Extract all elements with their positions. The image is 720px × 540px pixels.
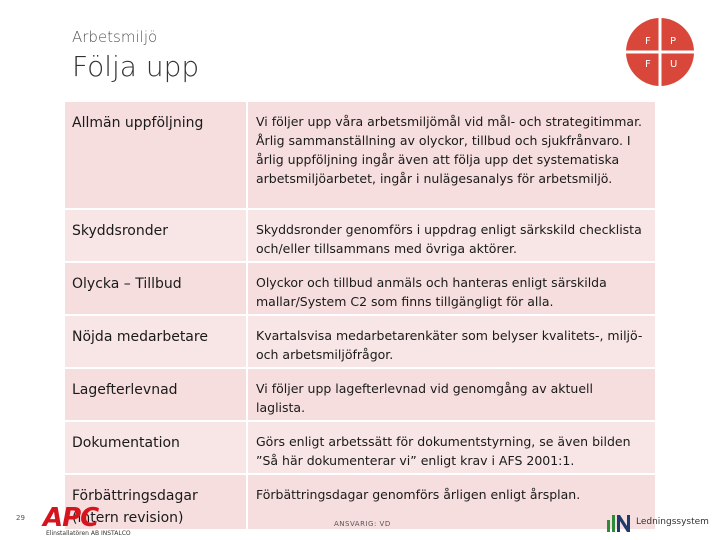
table-row [65,421,655,474]
pdca-cycle-icon [626,18,694,86]
row-label: Dokumentation [65,421,247,474]
responsible-label: ANSVARIG: VD [334,520,391,528]
page-title: Följa upp [72,50,200,83]
pdca-letter-p: P [670,36,677,47]
row-description: Vi följer upp våra arbetsmiljömål vid mål- och strategitimmar. Årlig sammanställning av olyckor, tillbud och sjukfrånvaro. I årlig uppföljning ingår även att följa upp det systematiska arbetsmiljöarbetet, ingår i nulägesanalys för arbetsmiljö. [247,102,655,209]
row-description: Olyckor och tillbud anmäls och hanteras enligt särskilda mallar/System C2 som finns tillgängligt för alla. [247,262,655,315]
section-subtitle: Arbetsmiljö [72,28,158,46]
table-row [65,315,655,368]
table-row [65,102,655,209]
page-number: 29 [16,514,25,522]
apc-logo-subtitle: Elinstallatören AB INSTALCO [46,530,131,537]
row-label: Olycka – Tillbud [65,262,247,315]
row-label: Förbättringsdagar (intern revision) [65,474,247,530]
follow-up-table [65,102,655,531]
pdca-letter-f-top: F [645,36,651,47]
pdca-circle-graphic [626,18,694,86]
ledningssystem-logo-text: Ledningssystem [636,517,709,527]
row-description: Görs enligt arbetssätt för dokumentstyrning, se även bilden ”Så här dokumenterar vi” enligt krav i AFS 2001:1. [247,421,655,474]
ledningssystem-logo-icon [607,512,631,532]
pdca-letter-u: U [670,59,678,70]
row-description: Skyddsronder genomförs i uppdrag enligt särkskild checklista och/eller tillsammans med övriga aktörer. [247,209,655,262]
table-row [65,209,655,262]
row-description: Förbättringsdagar genomförs årligen enligt årsplan. [247,474,655,530]
pdca-letter-f-bottom: F [645,59,651,70]
row-description: Kvartalsvisa medarbetarenkäter som belyser kvalitets-, miljö- och arbetsmiljöfrågor. [247,315,655,368]
apc-logo: APC [43,503,99,533]
table-row [65,262,655,315]
row-label: Skyddsronder [65,209,247,262]
row-label: Lagefterlevnad [65,368,247,421]
row-label: Nöjda medarbetare [65,315,247,368]
row-description: Vi följer upp lagefterlevnad vid genomgång av aktuell laglista. [247,368,655,421]
table-row [65,368,655,421]
row-label: Allmän uppföljning [65,102,247,209]
